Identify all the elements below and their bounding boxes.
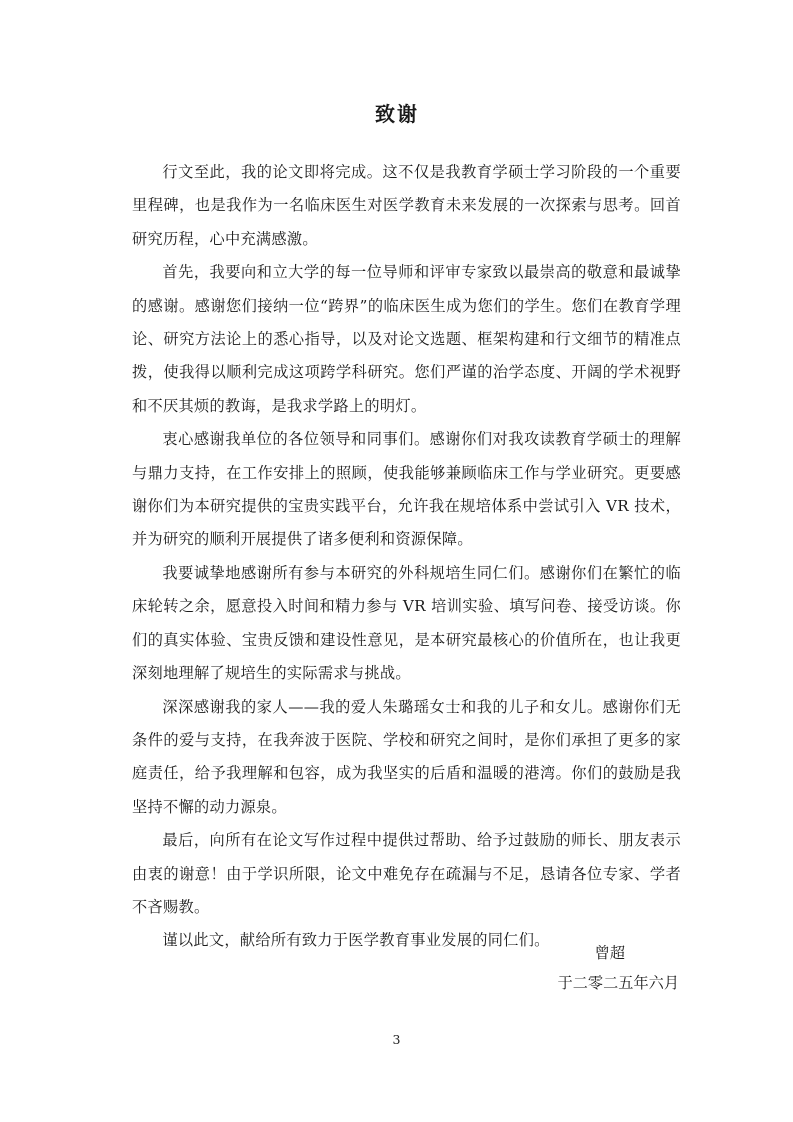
paragraph: 谨以此文，献给所有致力于医学教育事业发展的同仁们。 <box>162 931 550 950</box>
paragraph: 最后，向所有在论文写作过程中提供过帮助、给予过鼓励的师长、朋友表示由衷的谢意！由于学识所限，论文中难免存在疏漏与不足，恳请各位专家、学者不吝赐教。 <box>132 831 681 916</box>
page-title: 致谢 <box>375 102 419 126</box>
paragraph: 首先，我要向和立大学的每一位导师和评审专家致以最崇高的敬意和最诚挚的感谢。感谢您们接纳一位“跨界”的临床医生成为您们的学生。您们在教育学理论、研究方法论上的悉心指导，以及对论文选题、框架构建和行文细节的精准点拨，使我得以顺利完成这项跨学科研究。您们严谨的治学态度、开阔的学术视野和不厌其烦的教诲，是我求学路上的明灯。 <box>132 263 681 415</box>
signature-date: 于二零二五年六月 <box>557 974 679 992</box>
paragraph: 行文至此，我的论文即将完成。这不仅是我教育学硕士学习阶段的一个重要里程碑，也是我作为一名临床医生对医学教育未来发展的一次探索与思考。回首研究历程，心中充满感激。 <box>132 163 681 248</box>
acknowledgement-body <box>132 156 681 958</box>
paragraph: 深深感谢我的家人——我的爱人朱璐瑶女士和我的儿子和女儿。感谢你们无条件的爱与支持，在我奔波于医院、学校和研究之间时，是你们承担了更多的家庭责任，给予我理解和包容，成为我坚实的后盾和温暖的港湾。你们的鼓励是我坚持不懈的动力源泉。 <box>132 697 681 816</box>
signature-block <box>113 938 681 998</box>
paragraph: 我要诚挚地感谢所有参与本研究的外科规培生同仁们。感谢你们在繁忙的临床轮转之余，愿意投入时间和精力参与 VR 培训实验、填写问卷、接受访谈。你们的真实体验、宝贵反馈和建设性意见，是本研究最核心的价值所在，也让我更深刻地理解了规培生的实际需求与挑战。 <box>132 563 681 683</box>
signature-name: 曾超 <box>594 944 625 962</box>
paragraph: 衷心感谢我单位的各位领导和同事们。感谢你们对我攻读教育学硕士的理解与鼎力支持，在工作安排上的照顾，使我能够兼顾临床工作与学业研究。更要感谢你们为本研究提供的宝贵实践平台，允许我在规培体系中尝试引入 VR 技术，并为研究的顺利开展提供了诸多便利和资源保障。 <box>132 430 681 549</box>
page-number: 3 <box>392 1032 401 1047</box>
